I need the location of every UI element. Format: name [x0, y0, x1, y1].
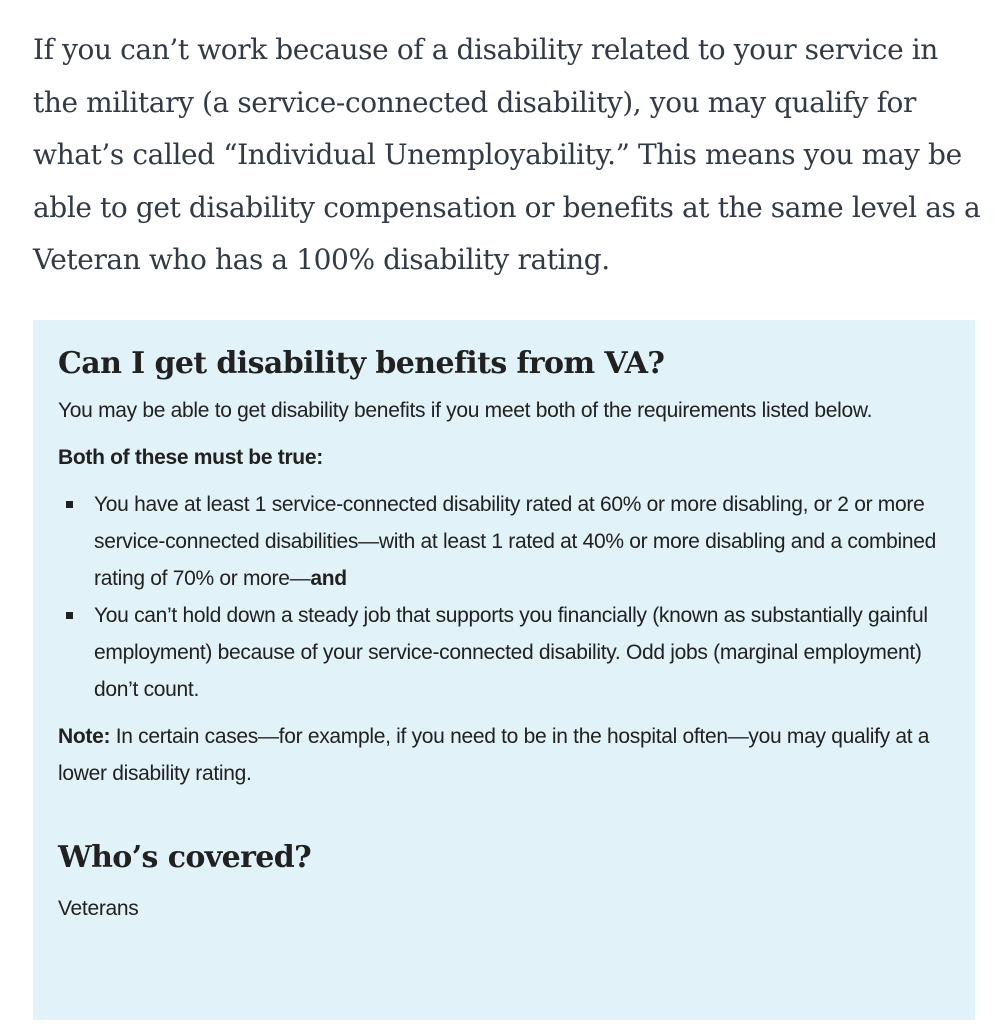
intro-paragraph: If you can’t work because of a disability related to your service in the military (a service-connected disability), you may qualify for what’s called “Individual Unemployability.” This means you may be able to get disability compensation or benefits at the same level as a Veteran who has a 100% disability rating. [33, 33, 981, 276]
note-paragraph [58, 718, 950, 792]
eligibility-heading: Can I get disability benefits from VA? [58, 346, 665, 381]
requirement-and: and [310, 567, 347, 590]
requirements-label: Both of these must be true: [58, 446, 323, 469]
covered-text: Veterans [58, 897, 139, 920]
requirement-item [94, 597, 950, 708]
note-label: Note: [58, 725, 111, 748]
requirements-list [58, 486, 950, 708]
eligibility-lead: You may be able to get disability benefits if you meet both of the requirements listed below. [58, 399, 873, 422]
requirement-text: You can’t hold down a steady job that supports you financially (known as substantially gainful employment) because of your service-connected disability. Odd jobs (marginal employment) don’t count. [94, 604, 928, 701]
square-bullet-icon [66, 501, 73, 508]
note-text: In certain cases—for example, if you need to be in the hospital often—you may qualify at a lower disability rating. [58, 725, 930, 785]
requirement-item [94, 486, 950, 597]
covered-heading: Who’s covered? [58, 840, 312, 875]
requirement-text: You have at least 1 service-connected disability rated at 60% or more disabling, or 2 or more service-connected disabilities—with at least 1 rated at 40% or more disabling and a combined rating of 70% or more— [94, 493, 937, 590]
square-bullet-icon [66, 612, 73, 619]
eligibility-panel [33, 320, 975, 1020]
